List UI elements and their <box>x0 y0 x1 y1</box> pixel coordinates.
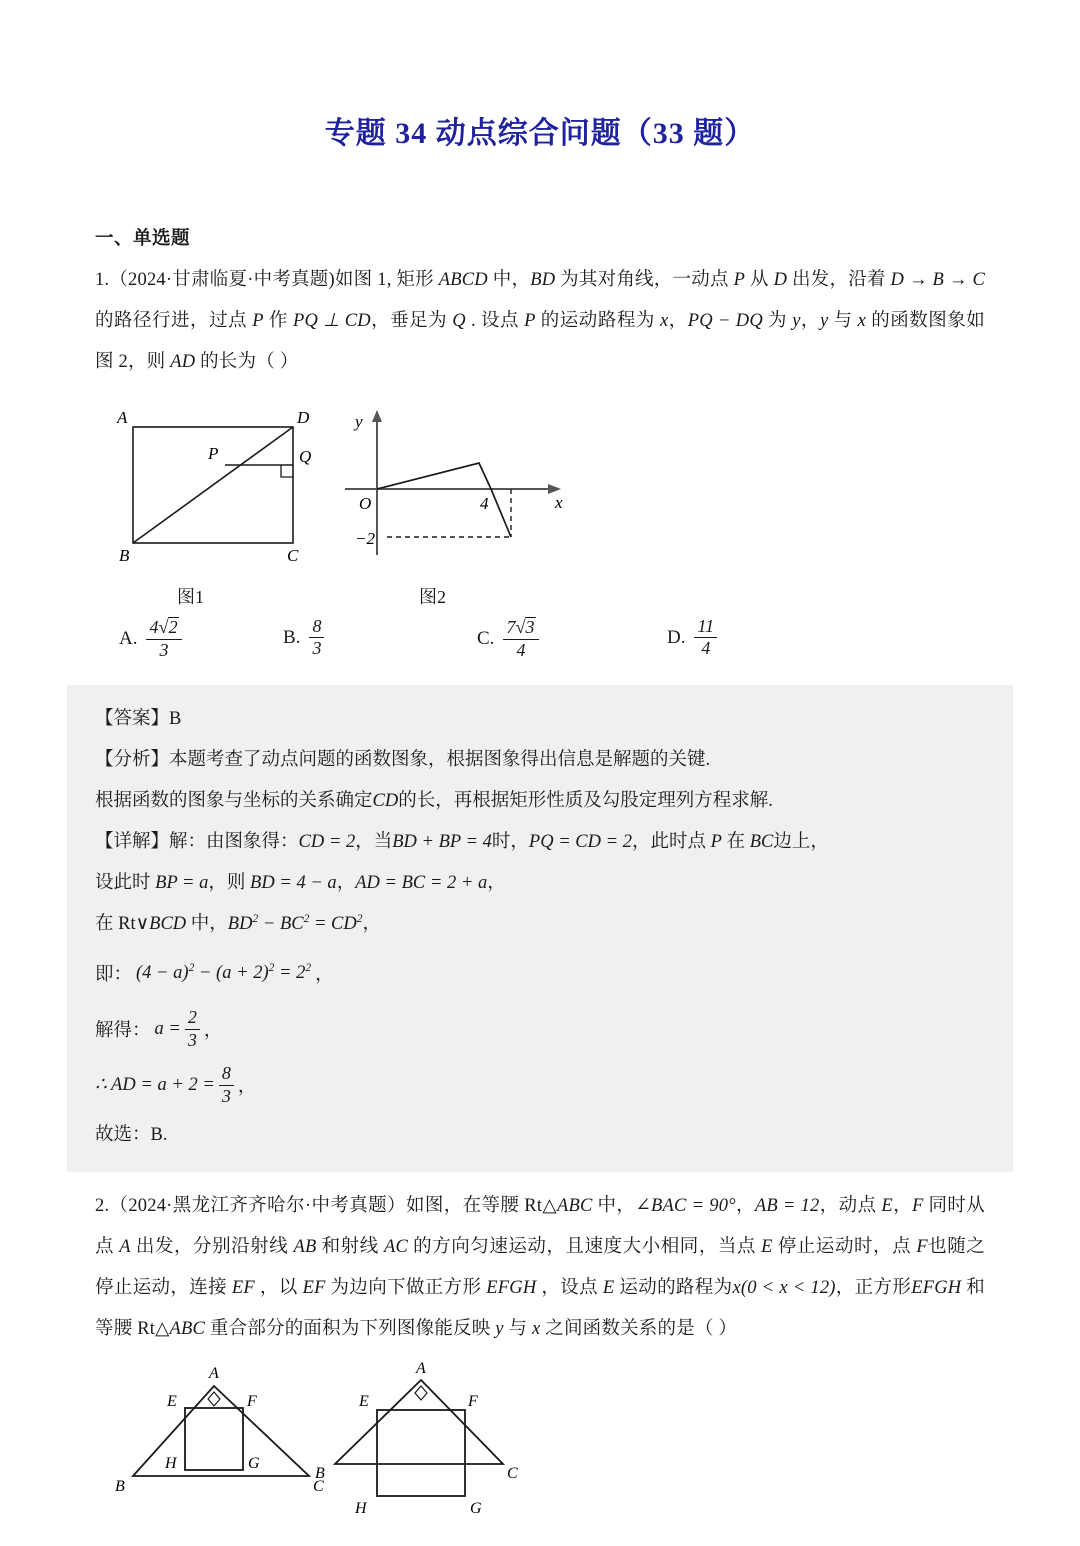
q2-efgh: EFGH <box>486 1278 537 1298</box>
detail5-den: 3 <box>187 1029 197 1050</box>
q2-t13: ，以 <box>254 1278 303 1298</box>
q1-t9: . 设点 <box>465 311 525 331</box>
q2-t15: ，设点 <box>536 1278 603 1298</box>
q2-t1: 如图，在等腰 Rt△ <box>405 1196 557 1216</box>
q1-t17: 的长为（ ） <box>195 352 299 372</box>
option-b[interactable] <box>283 617 324 659</box>
option-c-radicand: 3 <box>525 617 535 637</box>
figure-1-label-A: A <box>117 408 128 427</box>
detail-t1: 解：由图象得： <box>169 832 299 852</box>
analysis-text-2a: 根据函数的图象与坐标的关系确定 <box>95 791 373 811</box>
detail2-bd: BD = 4 − a <box>250 873 337 893</box>
detail-line-5 <box>95 1001 985 1057</box>
q1-abcd: ABCD <box>438 270 488 290</box>
q2-t4: ，动点 <box>819 1196 882 1216</box>
q1-t15: 的函数图象 <box>866 311 967 331</box>
q2-t3: ， <box>735 1196 755 1216</box>
option-a-coef: 4 <box>149 617 159 637</box>
detail3-t2: 中， <box>186 914 228 934</box>
q1-t3: 为其对角线，一动点 <box>555 270 734 290</box>
analysis-line-1 <box>95 740 985 781</box>
detail-line-3: 在 Rt∨BCD 中，$BD^2 - BC^2 = CD^2$， <box>95 912 381 934</box>
q1-t14: 与 <box>828 311 858 331</box>
figure-q2-right-label-G: G <box>470 1500 482 1517</box>
figure-2-axis-y-label: y <box>355 412 363 431</box>
option-c-denominator: 4 <box>516 639 526 660</box>
q2-abc2: ABC <box>169 1319 206 1339</box>
q2-t16: 运动的路程为 <box>614 1278 733 1298</box>
q2-t10: 的方向匀速运动，且速度大小相同，当点 <box>407 1237 762 1257</box>
detail-p: P <box>710 832 722 852</box>
q2-e: E <box>881 1196 893 1216</box>
q2-f: F <box>912 1196 924 1216</box>
figure-2-origin-label: O <box>359 494 372 513</box>
detail-t4: ，此时点 <box>631 832 711 852</box>
q2-e2: E <box>761 1237 773 1257</box>
q1-t1: 如图 1, 矩形 <box>334 270 439 290</box>
option-b-label: B. <box>283 626 301 648</box>
q1-ad: AD <box>170 352 196 372</box>
q2-ef2: EF <box>302 1278 326 1298</box>
figure-q2-right-label-B: B <box>315 1465 325 1482</box>
option-d-numerator: 11 <box>694 617 717 638</box>
q2-e3: E <box>602 1278 615 1298</box>
detail5-lead: 解得： <box>95 1021 151 1041</box>
figure-q2-left-label-C: C <box>313 1478 324 1495</box>
detail2-t4: ， <box>487 873 506 893</box>
q1-x2: x <box>857 311 867 331</box>
q1-expr: PQ − DQ <box>687 311 763 331</box>
figure-1-label-B: B <box>119 546 130 565</box>
detail2-t1: 设此时 <box>95 873 156 893</box>
detail2-t3: ， <box>336 873 356 893</box>
figure-captions-row <box>95 583 985 613</box>
q2-number: 2. <box>95 1196 110 1216</box>
detail-line-6 <box>95 1057 985 1113</box>
q1-dpt: D <box>773 270 788 290</box>
figure-q2-right-label-F: F <box>468 1393 478 1410</box>
analysis-line-2 <box>95 781 985 822</box>
q1-t8: ，垂足为 <box>370 311 453 331</box>
q2-source: （2024·黑龙江齐齐哈尔·中考真题） <box>109 1196 406 1216</box>
detail-label: 【详解】 <box>95 832 170 852</box>
detail3-bd: BD <box>227 914 253 934</box>
detail-line-2 <box>95 863 985 904</box>
q2-efgh2: EFGH <box>911 1278 962 1298</box>
option-b-denominator: 3 <box>312 638 322 659</box>
q2-t12: 也随之停止运动，连接 <box>95 1237 985 1298</box>
q2-bac: BAC = 90° <box>651 1196 736 1216</box>
q1-t16: 如图 2，则 <box>95 311 985 372</box>
analysis-text-2b: 的长，再根据矩形性质及勾股定理列方程求解. <box>398 791 773 811</box>
figure-q2-right <box>313 1358 553 1538</box>
q1-bd: BD <box>530 270 556 290</box>
figure-q2-left-label-A: A <box>209 1365 219 1382</box>
q2-x: x(0 < x < 12) <box>732 1278 836 1298</box>
detail6-lead: ∴ AD = a + 2 = <box>95 1075 215 1095</box>
detail5-var: a = <box>154 1018 181 1039</box>
q1-t5: 出发，沿着 <box>787 270 891 290</box>
q1-number: 1. <box>95 270 110 290</box>
q1-pq: PQ ⊥ CD <box>293 311 371 331</box>
q1-t4: 从 <box>745 270 774 290</box>
q2-y: y <box>495 1319 504 1339</box>
figure-q2-left-label-B: B <box>115 1478 125 1495</box>
q2-t8: 出发，分别沿射线 <box>130 1237 294 1257</box>
detail2-ad: AD = BC = 2 + a <box>355 873 488 893</box>
q1-p: P <box>733 270 746 290</box>
q1-t10: 的运动路程为 <box>535 311 660 331</box>
q1-p3: P <box>524 311 536 331</box>
analysis-cd: CD <box>372 791 399 811</box>
detail4-lead: 即： <box>95 965 133 985</box>
detail3-bcd: BCD <box>149 914 187 934</box>
detail5-fraction <box>185 1008 200 1050</box>
option-a-numerator: 4√2 <box>146 617 181 640</box>
figure-1-label-D: D <box>297 408 310 427</box>
option-a-radicand: 2 <box>168 617 178 637</box>
detail3-eq: $BD^2 - BC^2 = CD^2$ <box>227 912 363 934</box>
option-b-fraction <box>309 617 324 659</box>
analysis-label: 【分析】 <box>95 750 170 770</box>
q1-t2: 中， <box>487 270 531 290</box>
figure-1-caption: 图1 <box>177 587 204 607</box>
q1-t13: ， <box>800 311 820 331</box>
option-d[interactable] <box>667 617 717 659</box>
q1-q: Q <box>452 311 466 331</box>
detail3-t1: 在 Rt∨ <box>95 914 150 934</box>
section-heading: 一、单选题 <box>95 227 191 248</box>
detail3-bc: BC <box>279 914 304 934</box>
q2-ac: AC <box>383 1237 408 1257</box>
q2-ef: EF <box>231 1278 255 1298</box>
detail6-fraction <box>219 1064 234 1106</box>
option-c-label: C. <box>477 627 495 649</box>
detail-t3: 时， <box>491 832 529 852</box>
option-a-label: A. <box>119 627 138 649</box>
figure-q2-left-label-F: F <box>247 1393 257 1410</box>
detail6-num: 8 <box>219 1064 234 1085</box>
question-1-text <box>95 260 985 383</box>
question-1-figures <box>95 397 985 583</box>
q1-t11: ， <box>668 311 688 331</box>
q1-source: （2024·甘肃临夏·中考真题) <box>109 270 335 290</box>
detail5-tail: ， <box>203 1021 223 1041</box>
option-c-coef: 7 <box>506 617 516 637</box>
answer-label: 【答案】 <box>95 709 170 729</box>
figure-2-tick-x: 4 <box>480 494 489 513</box>
option-c-numerator: 7√3 <box>503 617 538 640</box>
answer-line <box>95 699 985 740</box>
detail5-num: 2 <box>185 1008 200 1029</box>
detail-t5: 在 <box>721 832 750 852</box>
detail-t2: ，当 <box>355 832 393 852</box>
figure-q2-left-label-E: E <box>167 1393 177 1410</box>
question-1-options <box>95 617 985 675</box>
answer-value: B <box>169 709 182 729</box>
q2-t21: 之间函数关系的是（ ） <box>540 1319 738 1339</box>
analysis-text: 本题考查了动点问题的函数图象，根据图象得出信息是解题的关键. <box>169 750 711 770</box>
option-d-label: D. <box>667 626 686 648</box>
q2-ab2: AB <box>293 1237 317 1257</box>
page-title: 专题 34 动点综合问题（33 题） <box>324 117 756 150</box>
figure-2-tick-y: −2 <box>355 529 375 548</box>
question-2-text <box>95 1186 985 1350</box>
q2-f2: F <box>916 1237 928 1257</box>
detail6-den: 3 <box>221 1085 231 1106</box>
detail-line-1 <box>95 822 985 863</box>
q2-x2: x <box>532 1319 541 1339</box>
detail-bd: BD + BP = 4 <box>392 832 492 852</box>
q2-t2: 中，∠ <box>592 1196 652 1216</box>
figure-2-graph <box>343 405 593 565</box>
option-c[interactable] <box>477 617 539 660</box>
q2-A: A <box>119 1237 131 1257</box>
figure-q2-right-label-C: C <box>507 1465 518 1482</box>
q2-ab: AB = 12 <box>754 1196 820 1216</box>
detail4-tail: ， <box>315 965 334 985</box>
q2-t6: 同 <box>923 1196 948 1216</box>
figure-1-label-C: C <box>287 546 299 565</box>
q2-t9: 和射线 <box>316 1237 384 1257</box>
q1-path: D → B → C <box>890 270 985 290</box>
figure-q2-left-label-G: G <box>248 1455 260 1472</box>
q1-t6: 的路径行进，过点 <box>95 311 253 331</box>
figure-q2-right-label-E: E <box>359 1393 369 1410</box>
q2-t11: 停止运动时，点 <box>772 1237 917 1257</box>
figure-q2-left-label-H: H <box>165 1455 177 1472</box>
option-b-numerator: 8 <box>309 617 324 638</box>
q1-y: y <box>792 311 801 331</box>
detail3-cd: CD <box>331 914 357 934</box>
figure-1-label-P: P <box>208 444 219 463</box>
q1-t12: 为 <box>762 311 793 331</box>
q2-t7: 时从点 <box>95 1196 986 1257</box>
q1-y2: y <box>819 311 829 331</box>
detail-pq: PQ = CD = 2 <box>528 832 632 852</box>
question-2-figures <box>95 1356 985 1546</box>
figure-1-label-Q: Q <box>299 447 312 466</box>
figure-q2-right-label-A: A <box>416 1360 426 1377</box>
detail-cd: CD = 2 <box>298 832 356 852</box>
q1-x: x <box>660 311 669 331</box>
q2-abc: ABC <box>556 1196 593 1216</box>
detail-t6: 边上， <box>773 832 829 852</box>
q2-t14: 为边向下做正方形 <box>325 1278 487 1298</box>
detail2-bp: BP = a <box>155 873 209 893</box>
q2-t20: 与 <box>503 1319 533 1339</box>
detail-bc: BC <box>749 832 774 852</box>
q2-t17: ，正方形 <box>835 1278 912 1298</box>
option-d-denominator: 4 <box>701 638 711 659</box>
option-a-denominator: 3 <box>159 639 169 660</box>
detail4-equation: $(4 - a)^2 - (a + 2)^2 = 2^2$ <box>136 961 312 983</box>
option-a-fraction <box>146 617 181 660</box>
q2-t5: ， <box>892 1196 912 1216</box>
option-a[interactable] <box>119 617 182 660</box>
option-d-fraction <box>694 617 717 659</box>
figure-2-axis-x-label: x <box>555 493 563 512</box>
answer-analysis-block <box>67 685 1013 1172</box>
q2-t19: 重合部分的面积为下列图像能反映 <box>205 1319 496 1339</box>
q2-t18: 和等腰 Rt△ <box>95 1278 985 1339</box>
detail-line-7: 故选：B. <box>95 1125 168 1145</box>
figure-q2-right-label-H: H <box>355 1500 367 1517</box>
q1-t7: 作 <box>263 311 294 331</box>
figure-1-rectangle-abcd <box>105 405 335 565</box>
figure-2-caption: 图2 <box>419 587 446 607</box>
detail-line-4 <box>95 945 985 1001</box>
option-c-fraction <box>503 617 538 660</box>
detail6-tail: ， <box>237 1077 257 1097</box>
detail2-t2: ，则 <box>208 873 251 893</box>
q1-p2: P <box>252 311 264 331</box>
